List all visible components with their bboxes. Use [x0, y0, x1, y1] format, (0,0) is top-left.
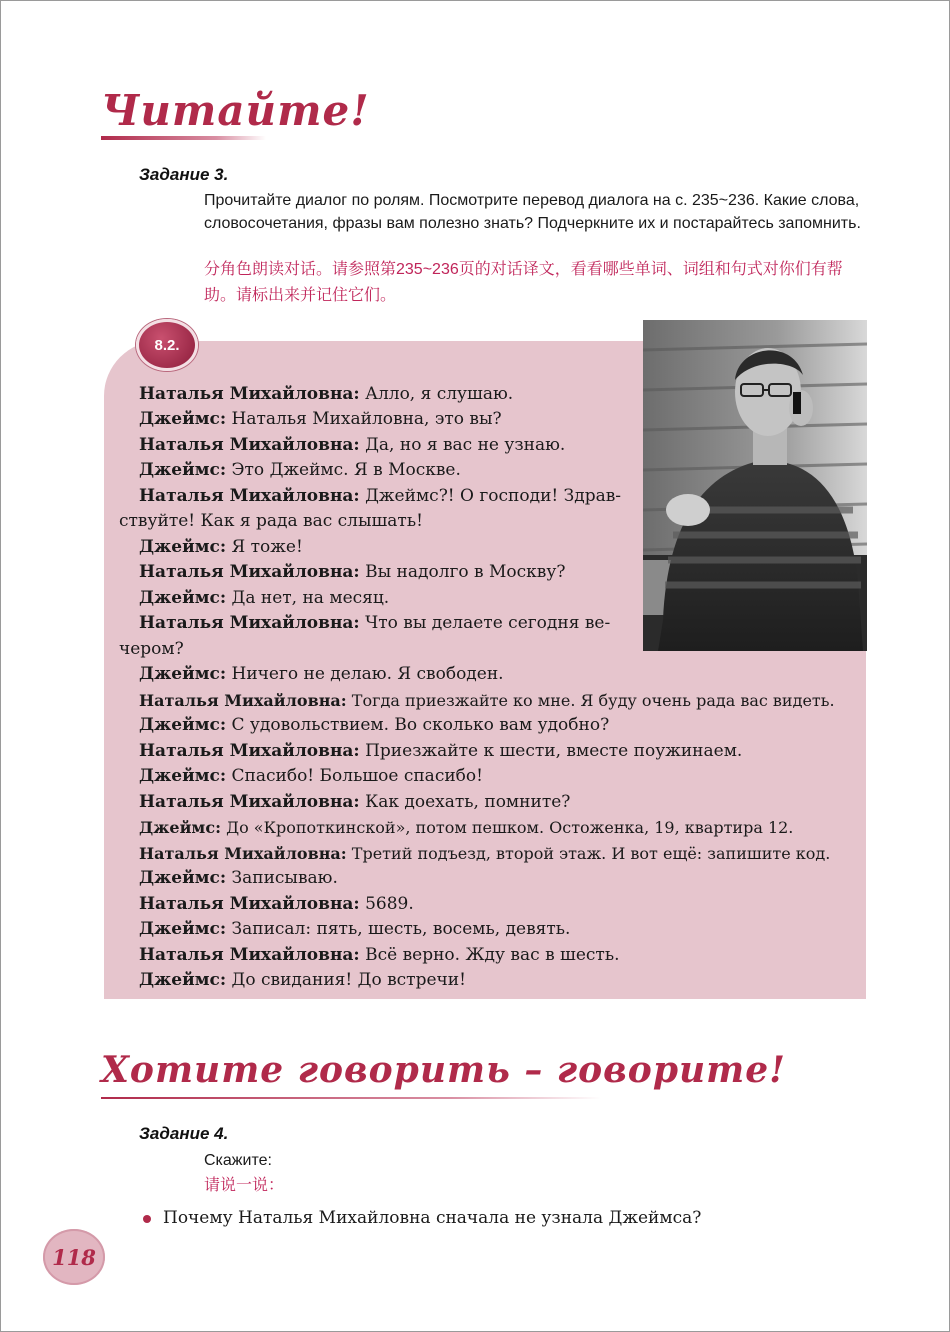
dialog-line: ствуйте! Как я рада вас слышать! — [119, 511, 423, 531]
dialog-line: Наталья Михайловна: Приезжайте к шести, вместе поужинаем. — [139, 741, 743, 761]
dialog-line: Джеймс: Да нет, на месяц. — [139, 588, 390, 608]
task-3-label: Задание 3. — [139, 165, 229, 184]
list-item: Почему Наталья Михайловна сначала не узнала Джеймса? — [143, 1208, 701, 1228]
heading-underline — [101, 136, 266, 140]
page-number: 118 — [43, 1229, 105, 1285]
task-4-prompt: Скажите: — [204, 1152, 272, 1169]
section-heading-speak: Хотите говорить – говорите! — [101, 1049, 786, 1091]
section-heading-read: Читайте! — [101, 86, 370, 135]
task-4-label: Задание 4. — [139, 1124, 229, 1143]
dialog-line: Наталья Михайловна: Как доехать, помните? — [139, 792, 571, 812]
dialog-line: Наталья Михайловна: Тогда приезжайте ко мне. Я буду очень рада вас видеть. — [139, 691, 835, 710]
dialog-line: Джеймс: Спасибо! Большое спасибо! — [139, 766, 483, 786]
dialog-line: Наталья Михайловна: 5689. — [139, 894, 414, 914]
task-3-instructions-chinese: 分角色朗读对话。请参照第235~236页的对话译文，看看哪些单词、词组和句式对你们有帮助。请标出来并记住它们。 — [204, 261, 843, 304]
dialog-line: Джеймс: Записываю. — [139, 868, 338, 888]
dialog-line: Наталья Михайловна: Вы надолго в Москву? — [139, 562, 566, 582]
dialog-line: Наталья Михайловна: Да, но я вас не узнаю. — [139, 435, 566, 455]
dialog-line: Наталья Михайловна: Что вы делаете сегодня ве- — [139, 613, 611, 633]
audio-track-badge: 8.2. — [136, 319, 198, 371]
task-3-instructions: Прочитайте диалог по ролям. Посмотрите перевод диалога на с. 235~236. Какие слова, словосочетания, фразы вам полезно знать? Подчеркните их и постарайтесь запомнить. — [204, 192, 861, 232]
dialog-line: Наталья Михайловна: Всё верно. Жду вас в шесть. — [139, 945, 620, 965]
dialog-line: Джеймс: До свидания! До встречи! — [139, 970, 466, 990]
task-4-prompt-chinese: 请说一说： — [204, 1177, 285, 1194]
dialog-line: Наталья Михайловна: Третий подъезд, второй этаж. И вот ещё: запишите код. — [139, 844, 831, 863]
dialog-line: чером? — [119, 639, 184, 659]
heading-underline — [101, 1097, 601, 1099]
dialog-line: Джеймс: Ничего не делаю. Я свободен. — [139, 664, 504, 684]
dialog-line: Джеймс: С удовольствием. Во сколько вам удобно? — [139, 715, 610, 735]
dialog-line: Наталья Михайловна: Джеймс?! О господи! Здрав- — [139, 486, 622, 506]
dialog-line: Джеймс: Наталья Михайловна, это вы? — [139, 409, 502, 429]
dialog-line: Наталья Михайловна: Алло, я слушаю. — [139, 384, 514, 404]
dialog-line: Джеймс: До «Кропоткинской», потом пешком. Остоженка, 19, квартира 12. — [139, 818, 794, 837]
bullet-icon — [143, 1215, 151, 1223]
dialog-line: Джеймс: Я тоже! — [139, 537, 303, 557]
dialog-line: Джеймс: Записал: пять, шесть, восемь, девять. — [139, 919, 571, 939]
dialog-line: Джеймс: Это Джеймс. Я в Москве. — [139, 460, 461, 480]
